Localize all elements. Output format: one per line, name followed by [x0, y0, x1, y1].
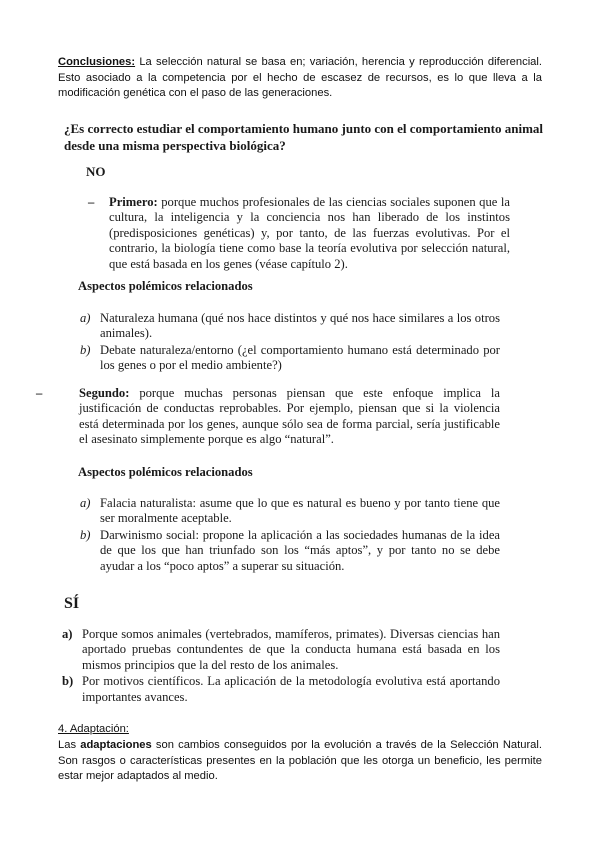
list-item-text: Falacia naturalista: asume que lo que es natural es bueno y por tanto tiene que ser moralmente aceptable.: [100, 496, 500, 526]
si-heading: SÍ: [64, 595, 80, 612]
adaptacion-text: son cambios conseguidos por la evolución a través de la Selección Natural. Son rasgos o características presentes en la población que les otorga un beneficio, les permite estar mejor adaptados al medio.: [58, 739, 542, 782]
aspectos-heading-1: Aspectos polémicos relacionados: [78, 279, 253, 293]
list-item: [62, 627, 500, 673]
list-marker: b): [80, 527, 91, 542]
list-item: [80, 496, 500, 527]
list-item-text: Porque somos animales (vertebrados, mamíferos, primates). Diversas ciencias han aportado pruebas contundentes de que la conducta humana está basada en los mismos principios que la del resto de los animales.: [82, 627, 500, 672]
list-marker: a): [80, 311, 91, 325]
segundo-paragraph: [79, 386, 500, 448]
list-item: [80, 528, 500, 574]
dash-bullet: –: [36, 386, 43, 400]
adaptacion-prefix: Las: [58, 739, 81, 751]
conclusiones-label: Conclusiones:: [58, 56, 136, 68]
list-item-text: Por motivos científicos. La aplicación de la metodología evolutiva está aportando importantes avances.: [82, 674, 500, 704]
list-marker: b): [80, 342, 91, 357]
primero-text: porque muchos profesionales de las ciencias sociales suponen que la cultura, la inteligencia y la conciencia nos han liberado de los instintos (predisposiciones genéticas) y, por tanto, de las fuerzas evolutivas. Por el contrario, la biología tiene como base la teoría evolutiva por selección natural, que está basada en los genes (véase capítulo 2).: [109, 195, 510, 271]
aspectos-list-2: [80, 496, 500, 574]
list-item: [80, 311, 500, 342]
conclusiones-text: La selección natural se basa en; variación, herencia y reproducción diferencial. Esto asociado a la competencia por el hecho de escasez de recursos, es lo que lleva a la modificación genética con el paso de las generaciones.: [58, 56, 542, 99]
primero-label: Primero:: [109, 195, 158, 209]
list-marker: a): [80, 496, 91, 510]
segundo-label: Segundo:: [79, 386, 130, 400]
section-question: ¿Es correcto estudiar el comportamiento humano junto con el comportamiento animal desde una misma perspectiva biológica?: [64, 121, 544, 153]
list-item-text: Naturaleza humana (qué nos hace distintos y qué nos hace similares a los otros animales).: [100, 311, 500, 341]
list-item: [80, 343, 500, 374]
conclusiones-paragraph: [58, 55, 542, 102]
no-heading: NO: [86, 164, 106, 179]
list-item-text: Darwinismo social: propone la aplicación a las sociedades humanas de la idea de que los que han triunfado son los “más aptos”, y por tanto no se debe ayudar a los “poco aptos” a superar su situación.: [100, 527, 500, 573]
aspectos-list-1: [80, 311, 500, 374]
segundo-text: porque muchas personas piensan que este enfoque implica la justificación de conductas reprobables. Por ejemplo, piensan que si la violencia está determinada por los genes, aunque sólo sea de forma parcial, sería justificable el asesinato simplemente porque es algo “natural”.: [79, 386, 500, 447]
list-item: [62, 674, 500, 705]
list-marker: a): [62, 627, 73, 641]
primero-paragraph: [109, 195, 510, 272]
aspectos-heading-2: Aspectos polémicos relacionados: [78, 465, 253, 479]
si-list: [62, 627, 500, 705]
adaptacion-term: adaptaciones: [80, 739, 152, 751]
adaptacion-title: 4. Adaptación:: [58, 723, 129, 735]
dash-bullet: –: [88, 195, 95, 209]
list-item-text: Debate naturaleza/entorno (¿el comportamiento humano está determinado por los genes o por el medio ambiente?): [100, 342, 500, 373]
list-marker: b): [62, 674, 74, 689]
adaptacion-paragraph: [58, 738, 542, 785]
